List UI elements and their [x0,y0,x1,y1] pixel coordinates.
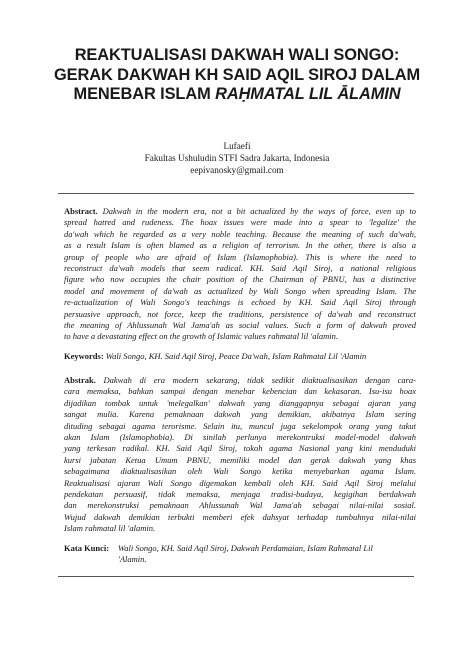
abstract-en-line: figure who now occupies the chair position of the Chairman of PBNU, has a distinctive [64,274,416,285]
author-block [60,140,414,176]
keywords-id-label: Kata Kunci: [64,543,110,553]
keywords-en-label: Keywords: [64,351,104,361]
abstract-id-line: pendekatan persuasif, tidak memaksa, menjaga tradisi-budaya, kegigihan berdakwah [64,489,416,500]
title-line-3-italic: RAḤMATAL LIL ĀLAMIN [215,85,401,104]
bottom-divider [58,576,414,577]
abstract-en-line: da'wah which he regarded as a very noble teaching. Because the meaning of such da'wah, [64,228,416,239]
keywords-english [64,351,416,362]
title-line-2: GERAK DAKWAH KH SAID AQIL SIROJ DALAM [53,65,420,84]
author-email[interactable]: eepivanosky@gmail.com [190,165,284,175]
abstract-indonesian [64,375,416,535]
abstract-en-line: persuasive approach, not force, keep the traditions, persistence of da'wah and reconstruct [64,308,416,319]
abstract-en-line: to have a devastating effect on the growth of Islamic values rahmatal lil 'alamin. [64,331,338,342]
title-line-3 [40,85,434,105]
top-divider [58,193,414,194]
keywords-id-values [118,543,418,566]
author-affiliation: Fakultas Ushuludin STFI Sadra Jakarta, Indonesia [144,153,330,163]
abstract-id-line: kursi jabatan Ketua Umum PBNU, memiliki model dan gerak dakwah yang khas [64,454,416,465]
abstract-id-line: dituding sebagai agama terorisme. Selain itu, muncul juga sekelompok orang yang takut [64,420,416,431]
title-line-1: REAKTUALISASI DAKWAH WALI SONGO: [74,46,400,64]
abstract-id-text: Dakwah di era modern sekarang, tidak sedikit diaktualisasikan dengan cara- [103,375,416,385]
abstract-en-line: re-actualization of Wali Songo's teachings is echoed by KH. Said Aqil Siroj through [64,297,416,308]
abstract-id-line: yang terkesan radikal. KH. Said Aqil Siroj, tokoh agama Nasional yang kini menduduki [64,443,416,454]
keywords-id-line-1: Wali Songo, KH. Said Aqil Siroj, Dakwah Perdamaian, Islam Rahmatal Lil [118,543,373,553]
abstract-id-line: dan merekonstruksi pemaknaan Ahlussunah Wal Jama'ah sebagai nilai-nilai sosial. [64,500,416,511]
abstract-en-text: Dakwah in the modern era, not a bit actualized by the ways of force, even up to [102,206,417,216]
paper-title [40,46,434,105]
abstract-en-label: Abstract. [64,206,98,216]
abstract-id-line: Wujud dakwah demikian terbukti memberi efek dahsyat terhadap tumbuhnya nilai-nilai [64,511,416,522]
abstract-id-line: dijadikan tombak untuk 'melegalkan' dakwah yang dianggapnya sebagai ajaran yang [64,397,416,408]
abstract-id-label: Abstrak. [64,375,96,385]
abstract-english [64,206,416,343]
abstract-id-line: cara memaksa, bahkan sampai dengan menebar kebencian dan kekasaran. Isu-isu hoax [64,386,416,397]
abstract-en-line: model and movement of da'wah as actualized by Wali Songo when spreading Islam. The [64,285,416,296]
abstract-en-line: as a result Islam is often blamed as a religion of terrorism. In the other, there is also a [64,240,416,251]
abstract-en-line: spread hatred and rudeness. The hoax issues were made into a spear to 'legalize' the [64,217,416,228]
abstract-en-line: reconstruct da'wah models that seem radical. KH. Said Aqil Siroj, a national religious [64,263,416,274]
keywords-id-line-2: 'Alamin. [118,554,147,565]
abstract-en-line: the meaning of Ahlussunah Wal Jama'ah as social values. Such a form of dakwah proved [64,320,416,331]
abstract-id-line [64,375,416,386]
abstract-id-line: Islam rahmatal lil 'alamin. [64,523,156,534]
title-line-3-plain: MENEBAR ISLAM [73,85,216,104]
abstract-id-line: sebagaimana diaktualisasikan oleh Wali Songo ketika menyebarkan agama Islam. [64,466,416,477]
abstract-id-line: akan Islam (Islamophobia). Di sinilah perlunya merekontruksi model-model dakwah [64,432,416,443]
abstract-id-line: Reaktualisasi ajaran Wali Songo digemakan kembali oleh KH. Said Aqil Siroj melalui [64,477,416,488]
author-name: Lufaefi [223,141,251,151]
abstract-en-line [64,206,416,217]
keywords-en-values: Wali Songo, KH. Said Aqil Siroj, Peace Da'wah, Islam Rahmatal Lil 'Alamin [105,351,367,361]
abstract-id-line: sangat mulia. Karena pemaknaan dakwah yang demikian, akibatnya Islam sering [64,409,416,420]
abstract-en-line: group of people who are afraid of Islam (Islamophobia). This is where the need to [64,251,416,262]
